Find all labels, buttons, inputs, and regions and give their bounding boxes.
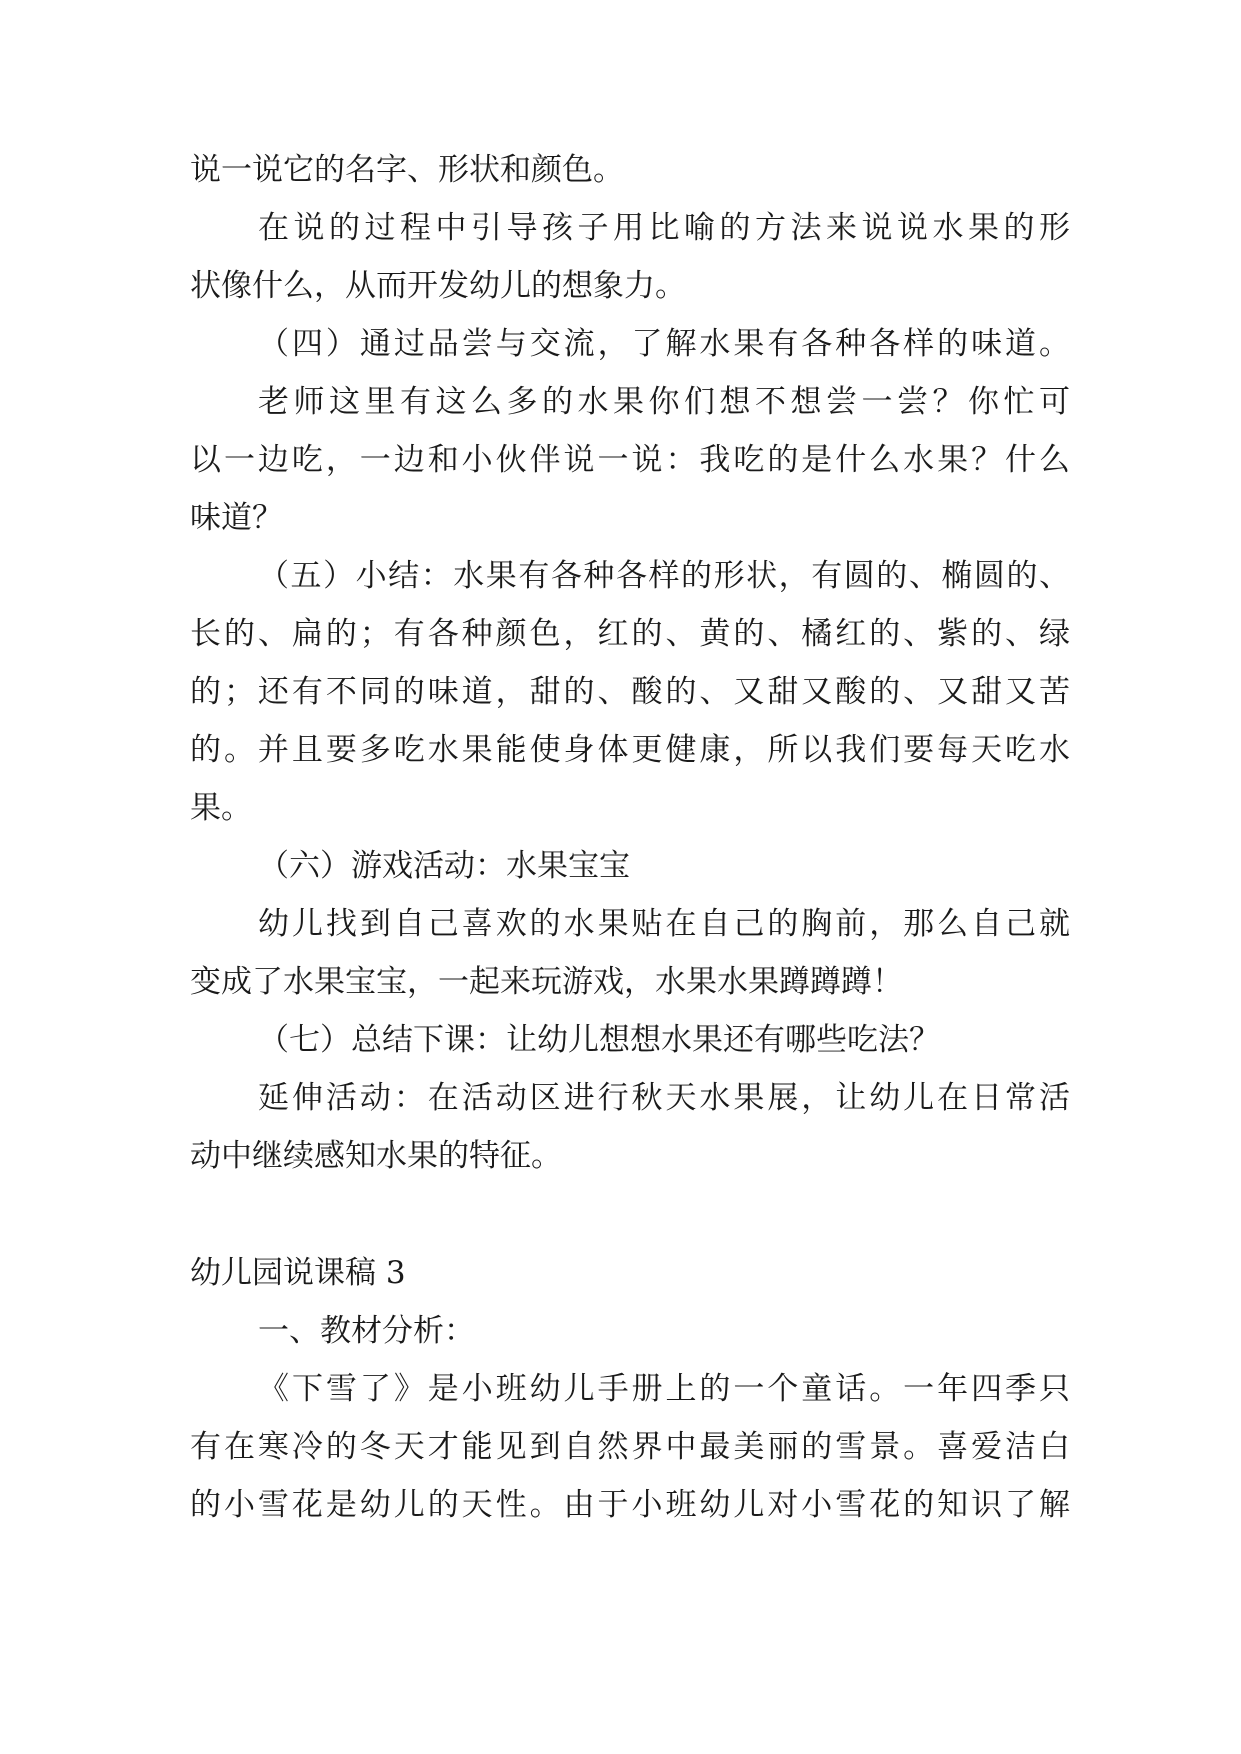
paragraph-line: 幼儿找到自己喜欢的水果贴在自己的胸前，那么自己就 [258, 906, 1070, 942]
paragraph-line: 的；还有不同的味道，甜的、酸的、又甜又酸的、又甜又苦 [190, 674, 1070, 710]
paragraph-line: 延伸活动：在活动区进行秋天水果展，让幼儿在日常活 [258, 1080, 1070, 1116]
section-heading: （五）小结：水果有各种各样的形状，有圆的、椭圆的、 [258, 558, 1070, 594]
paragraph-line: 状像什么，从而开发幼儿的想象力。 [190, 268, 686, 304]
paragraph-line: 老师这里有这么多的水果你们想不想尝一尝？你忙可 [258, 384, 1070, 420]
section-heading: （四）通过品尝与交流，了解水果有各种各样的味道。 [258, 326, 1070, 362]
section-heading: （六）游戏活动：水果宝宝 [258, 848, 630, 884]
document-title: 幼儿园说课稿 3 [190, 1255, 406, 1291]
paragraph-line: 有在寒冷的冬天才能见到自然界中最美丽的雪景。喜爱洁白 [190, 1429, 1070, 1465]
paragraph-line: 说一说它的名字、形状和颜色。 [190, 152, 624, 188]
paragraph-line: 《下雪了》是小班幼儿手册上的一个童话。一年四季只 [258, 1371, 1070, 1407]
paragraph-line: 味道？ [190, 500, 283, 536]
section-heading: 一、教材分析： [258, 1313, 475, 1349]
paragraph-line: 以一边吃，一边和小伙伴说一说：我吃的是什么水果？什么 [190, 442, 1070, 478]
paragraph-line: 动中继续感知水果的特征。 [190, 1138, 562, 1174]
paragraph-line: 果。 [190, 790, 252, 826]
paragraph-line: 的小雪花是幼儿的天性。由于小班幼儿对小雪花的知识了解 [190, 1487, 1070, 1523]
paragraph-line: 变成了水果宝宝，一起来玩游戏，水果水果蹲蹲蹲！ [190, 964, 903, 1000]
section-heading: （七）总结下课：让幼儿想想水果还有哪些吃法？ [258, 1022, 940, 1058]
paragraph-line: 在说的过程中引导孩子用比喻的方法来说说水果的形 [258, 210, 1070, 246]
paragraph-line: 长的、扁的；有各种颜色，红的、黄的、橘红的、紫的、绿 [190, 616, 1070, 652]
paragraph-line: 的。并且要多吃水果能使身体更健康，所以我们要每天吃水 [190, 732, 1070, 768]
